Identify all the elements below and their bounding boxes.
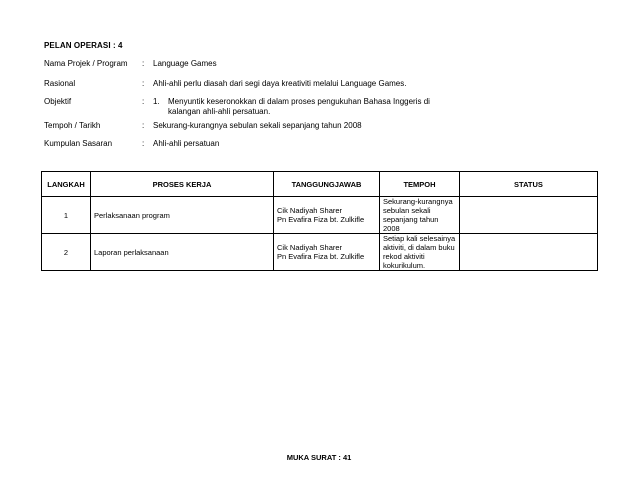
info-colon: :	[142, 59, 145, 68]
responsible-person: Pn Evafira Fiza bt. Zulkifle	[277, 215, 365, 224]
info-label: Kumpulan Sasaran	[44, 139, 113, 148]
info-label: Nama Projek / Program	[44, 59, 128, 68]
header-status: STATUS	[460, 172, 598, 197]
info-value: Ahli-ahli persatuan	[153, 139, 220, 148]
info-colon: :	[142, 121, 145, 130]
header-process: PROSES KERJA	[91, 172, 274, 197]
responsible-person: Pn Evafira Fiza bt. Zulkifle	[277, 252, 365, 261]
header-duration: TEMPOH	[380, 172, 460, 197]
cell-process: Laporan perlaksanaan	[91, 234, 274, 271]
table-row	[42, 197, 598, 234]
operations-table	[41, 171, 598, 271]
duration-line: rekod aktiviti	[383, 252, 425, 261]
cell-duration	[380, 197, 460, 234]
duration-line: Setiap kali selesainya	[383, 234, 456, 243]
cell-step: 2	[42, 234, 91, 271]
info-value: Ahli-ahli perlu diasah dari segi daya kreativiti melalui Language Games.	[153, 79, 407, 88]
page-number-footer: MUKA SURAT : 41	[286, 453, 352, 462]
duration-line: sebulan sekali	[383, 206, 431, 215]
header-responsible: TANGGUNGJAWAB	[274, 172, 380, 197]
cell-responsible	[274, 234, 380, 271]
duration-line: kokurikulum.	[383, 261, 426, 270]
table-row	[42, 234, 598, 271]
info-label: Objektif	[44, 97, 72, 106]
responsible-person: Cik Nadiyah Sharer	[277, 243, 343, 252]
cell-status	[460, 197, 598, 234]
objective-number: 1.	[153, 97, 160, 106]
info-value: Sekurang-kurangnya sebulan sekali sepanjang tahun 2008	[153, 121, 362, 130]
table-header-row	[42, 172, 598, 197]
info-label: Tempoh / Tarikh	[44, 121, 101, 130]
cell-responsible	[274, 197, 380, 234]
duration-line: sepanjang tahun	[383, 215, 439, 224]
cell-process: Perlaksanaan program	[91, 197, 274, 234]
info-label: Rasional	[44, 79, 76, 88]
cell-duration	[380, 234, 460, 271]
document-title: PELAN OPERASI : 4	[44, 41, 123, 50]
responsible-person: Cik Nadiyah Sharer	[277, 206, 343, 215]
info-value: Language Games	[153, 59, 217, 68]
info-colon: :	[142, 97, 145, 106]
cell-status	[460, 234, 598, 271]
duration-line: 2008	[383, 224, 400, 233]
info-colon: :	[142, 139, 145, 148]
info-colon: :	[142, 79, 145, 88]
cell-step: 1	[42, 197, 91, 234]
objective-line-1: Menyuntik keseronokkan di dalam proses pengukuhan Bahasa Inggeris di	[168, 97, 430, 106]
objective-line-2: kalangan ahli-ahli persatuan.	[168, 107, 271, 116]
duration-line: aktiviti, di dalam buku	[383, 243, 455, 252]
header-step: LANGKAH	[42, 172, 91, 197]
duration-line: Sekurang-kurangnya	[383, 197, 453, 206]
